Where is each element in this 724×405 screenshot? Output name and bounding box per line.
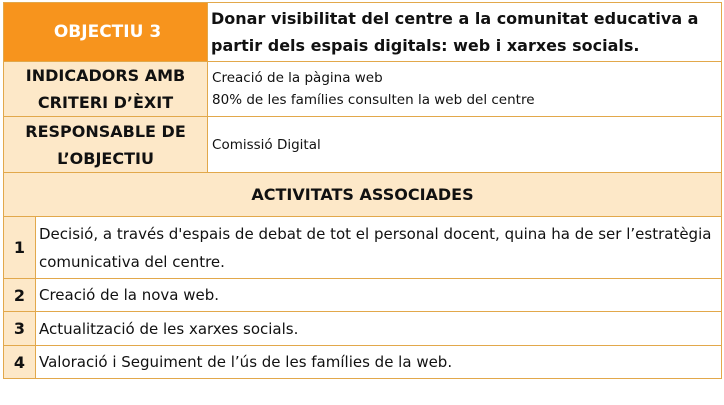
objective-label: OBJECTIU 3 <box>4 3 208 62</box>
indicator-item: Creació de la pàgina web <box>212 70 383 86</box>
indicator-item: 80% de les famílies consulten la web del centre <box>212 92 535 108</box>
responsible-label: RESPONSABLE DE L’OBJECTIU <box>4 117 208 173</box>
activity-number: 4 <box>4 346 36 379</box>
activity-row <box>4 279 722 312</box>
activity-number: 3 <box>4 312 36 346</box>
responsible-row <box>4 117 722 173</box>
activity-number: 2 <box>4 279 36 312</box>
indicators-list <box>208 62 722 117</box>
indicators-row <box>4 62 722 117</box>
objective-row <box>4 3 722 62</box>
activity-number: 1 <box>4 217 36 279</box>
activity-text: Creació de la nova web. <box>36 279 722 312</box>
activity-text: Valoració i Seguiment de l’ús de les famílies de la web. <box>36 346 722 379</box>
objective-table <box>3 2 722 379</box>
activity-row <box>4 312 722 346</box>
activities-heading: ACTIVITATS ASSOCIADES <box>4 173 722 217</box>
activity-text: Decisió, a través d'espais de debat de tot el personal docent, quina ha de ser l’estratègia comunicativa del centre. <box>36 217 722 279</box>
activity-row <box>4 346 722 379</box>
indicators-label: INDICADORS AMB CRITERI D’ÈXIT <box>4 62 208 117</box>
activities-heading-row <box>4 173 722 217</box>
activity-text: Actualització de les xarxes socials. <box>36 312 722 346</box>
responsible-value: Comissió Digital <box>208 117 722 173</box>
objective-title: Donar visibilitat del centre a la comunitat educativa a partir dels espais digitals: web i xarxes socials. <box>208 3 722 62</box>
activity-row <box>4 217 722 279</box>
